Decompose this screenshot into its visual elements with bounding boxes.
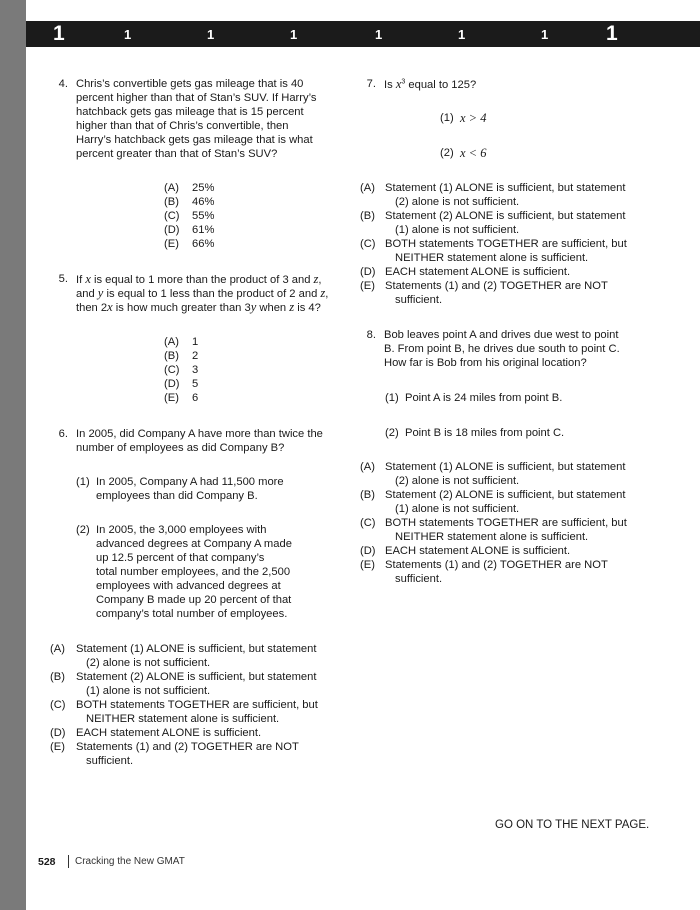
page-gutter [0,0,26,910]
choice-label: (B) [164,196,179,208]
choice-label: (E) [360,280,375,292]
choice-value: 1 [192,336,199,348]
choice-text: sufficient. [395,573,443,585]
statement-text: x > 4 [460,111,487,125]
choice-text: EACH statement ALONE is sufficient. [385,266,571,278]
choice-label: (D) [360,545,376,557]
choice-text: sufficient. [395,294,443,306]
choice-text: (2) alone is not sufficient. [395,196,520,208]
choice-value: 3 [192,364,199,376]
choice-text: (1) alone is not sufficient. [395,224,520,236]
question-number: 6. [58,428,68,440]
choice-text: EACH statement ALONE is sufficient. [76,727,262,739]
choice-text: EACH statement ALONE is sufficient. [385,545,571,557]
choice-value: 5 [192,378,199,390]
statement-label: (2) [440,147,454,159]
page-number: 528 [38,856,56,868]
choice-label: (C) [164,210,180,222]
question-text: number of employees as did Company B? [76,442,285,454]
choice-text: Statement (1) ALONE is sufficient, but statement [76,643,317,655]
statement-text: Company B made up 20 percent of that [96,594,292,606]
question-number: 7. [366,78,376,90]
statement-label: (2) [76,524,90,536]
choice-text: Statement (1) ALONE is sufficient, but statement [385,182,626,194]
choice-label: (B) [50,671,65,683]
choice-text: Statement (1) ALONE is sufficient, but statement [385,461,626,473]
section-number: 1 [375,27,383,42]
choice-value: 25% [192,182,215,194]
choice-text: Statement (2) ALONE is sufficient, but statement [76,671,317,683]
statement-label: (2) [385,427,399,439]
choice-text: sufficient. [86,755,134,767]
choice-label: (D) [164,224,180,236]
statement-label: (1) [76,476,90,488]
statement-label: (1) [440,112,454,124]
statement-text: advanced degrees at Company A made [96,538,292,550]
choice-label: (A) [50,643,65,655]
choice-label: (D) [164,378,180,390]
question-text: If x is equal to 1 more than the product of 3 and z, [76,272,322,286]
choice-text: (2) alone is not sufficient. [395,475,520,487]
statement-label: (1) [385,392,399,404]
choice-text: Statements (1) and (2) TOGETHER are NOT [385,559,608,571]
choice-label: (E) [164,392,179,404]
choice-label: (E) [360,559,375,571]
statement-text: total number employees, and the 2,500 [96,566,291,578]
choice-text: (1) alone is not sufficient. [86,685,211,697]
statement-text: Point A is 24 miles from point B. [405,392,563,404]
choice-label: (D) [360,266,376,278]
question-number: 4. [58,78,68,90]
question-text: How far is Bob from his original location? [384,357,587,369]
section-number: 1 [290,27,298,42]
choice-text: Statements (1) and (2) TOGETHER are NOT [385,280,608,292]
statement-text: company’s total number of employees. [96,608,288,620]
question-text: and y is equal to 1 less than the product of 2 and z, [76,286,329,300]
question-text: In 2005, did Company A have more than twice the [76,428,323,440]
choice-label: (A) [360,461,375,473]
choice-label: (D) [50,727,66,739]
choice-value: 66% [192,238,215,250]
statement-text: In 2005, Company A had 11,500 more [96,476,284,488]
choice-text: (2) alone is not sufficient. [86,657,211,669]
statement-text: x < 6 [460,146,487,160]
section-number: 1 [458,27,466,42]
choice-value: 61% [192,224,215,236]
choice-text: Statement (2) ALONE is sufficient, but statement [385,489,626,501]
choice-label: (A) [164,336,179,348]
statement-text: up 12.5 percent of that company’s [96,552,265,564]
choice-label: (C) [50,699,66,711]
question-text: B. From point B, he drives due south to point C. [384,343,620,355]
statement-text: employees than did Company B. [96,490,258,502]
statement-text: In 2005, the 3,000 employees with [96,524,267,536]
section-number: 1 [207,27,215,42]
section-number: 1 [53,22,65,45]
choice-value: 2 [192,350,199,362]
choice-text: BOTH statements TOGETHER are sufficient, but [385,238,627,250]
choice-value: 46% [192,196,215,208]
question-number: 5. [58,273,68,285]
question-text: then 2x is how much greater than 3y when z is 4? [76,300,321,314]
choice-label: (B) [360,489,375,501]
section-number: 1 [124,27,132,42]
question-text: Harry’s hatchback gets gas mileage that is what [76,134,313,146]
choice-text: NEITHER statement alone is sufficient. [395,531,589,543]
choice-label: (A) [360,182,375,194]
question-text: higher than that of Chris’s convertible, then [76,120,289,132]
choice-text: Statements (1) and (2) TOGETHER are NOT [76,741,299,753]
choice-label: (B) [164,350,179,362]
choice-label: (C) [164,364,180,376]
statement-text: Point B is 18 miles from point C. [405,427,565,439]
choice-text: NEITHER statement alone is sufficient. [395,252,589,264]
question-text: Chris’s convertible gets gas mileage that is 40 [76,78,304,90]
section-number: 1 [541,27,549,42]
question-text: Is $x^3$ equal to 125? [384,77,477,91]
choice-value: 6 [192,392,199,404]
section-number: 1 [606,22,618,45]
question-text: Bob leaves point A and drives due west to point [384,329,619,341]
question-text: hatchback gets gas mileage that is 15 percent [76,106,304,118]
choice-text: BOTH statements TOGETHER are sufficient, but [76,699,318,711]
book-title: Cracking the New GMAT [75,856,185,867]
statement-text: employees with advanced degrees at [96,580,281,592]
question-number: 8. [366,329,376,341]
choice-label: (C) [360,238,376,250]
choice-label: (E) [164,238,179,250]
choice-text: NEITHER statement alone is sufficient. [86,713,280,725]
section-banner [26,21,700,47]
choice-text: (1) alone is not sufficient. [395,503,520,515]
choice-label: (E) [50,741,65,753]
choice-text: Statement (2) ALONE is sufficient, but statement [385,210,626,222]
question-text: percent greater than that of Stan’s SUV? [76,148,278,160]
next-page-note: GO ON TO THE NEXT PAGE. [495,819,650,831]
question-text: percent higher than that of Stan’s SUV. If Harry’s [76,92,317,104]
choice-label: (B) [360,210,375,222]
choice-label: (A) [164,182,179,194]
footer-divider [68,855,69,868]
choice-value: 55% [192,210,215,222]
choice-label: (C) [360,517,376,529]
choice-text: BOTH statements TOGETHER are sufficient, but [385,517,627,529]
